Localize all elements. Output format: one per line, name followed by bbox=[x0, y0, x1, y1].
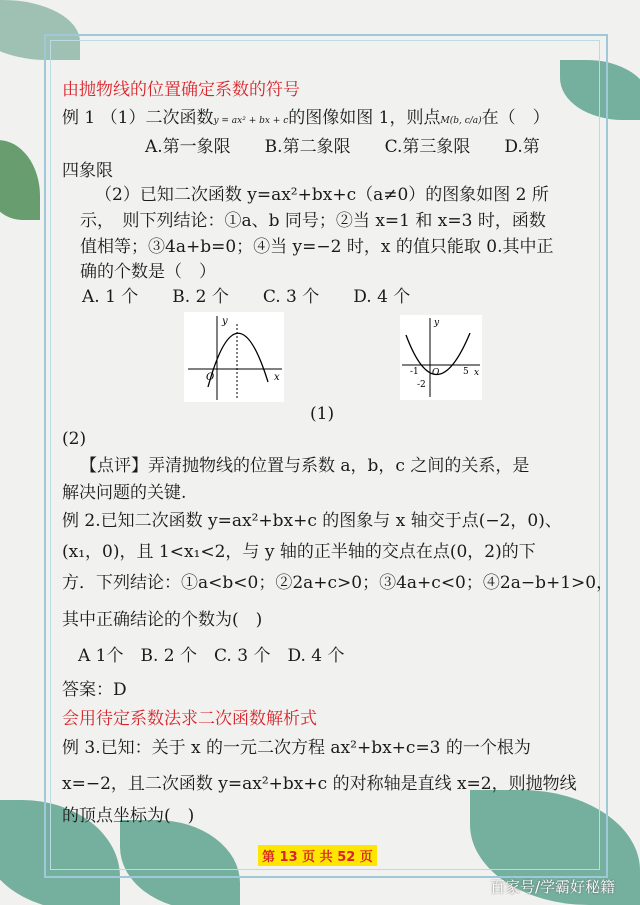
options-cont: 四象限 bbox=[62, 161, 113, 181]
options-line: A 1个 B. 2 个 C. 3 个 D. 4 个 bbox=[78, 646, 345, 666]
options-line: A.第一象限 B.第二象限 C.第三象限 D.第 bbox=[145, 137, 540, 157]
comment-text: 【点评】弄清抛物线的位置与系数 a，b，c 之间的关系，是 bbox=[80, 456, 530, 476]
answer: 答案：D bbox=[62, 680, 127, 700]
section-title: 由抛物线的位置确定系数的符号 bbox=[62, 80, 300, 100]
watermark: 百家号/学霸好秘籍 bbox=[490, 878, 616, 896]
y-axis-label: y bbox=[434, 318, 440, 328]
question-text: 示， 则下列结论：①a、b 同号；②当 x=1 和 x=3 时，函数 bbox=[80, 211, 546, 231]
comment-text: 解决问题的关键. bbox=[62, 483, 187, 503]
question-text: 确的个数是（ ） bbox=[80, 262, 216, 282]
text: 的图像如图 1，则点 bbox=[288, 108, 441, 128]
figure-1-graph bbox=[184, 312, 284, 402]
x-axis-label: x bbox=[274, 372, 280, 383]
text: 在（ ） bbox=[481, 108, 550, 128]
example-2-text: 方．下列结论：①a<b<0；②2a+c>0；③4a+c<0；④2a−b+1>0， bbox=[62, 573, 614, 593]
figure-label: (1) bbox=[310, 404, 335, 424]
page-number: 第 13 页 共 52 页 bbox=[258, 845, 377, 866]
origin-label: O bbox=[432, 368, 440, 378]
example-1-line bbox=[62, 107, 550, 132]
text: 例 1 （1）二次函数 bbox=[62, 108, 214, 128]
formula: M(b, c/a) bbox=[440, 116, 482, 126]
x-axis-label: x bbox=[474, 368, 480, 378]
example-2-text: (x₁，0)，且 1<x₁<2，与 y 轴的正半轴的交点在点(0，2)的下 bbox=[62, 542, 536, 562]
example-2-text: 其中正确结论的个数为( ) bbox=[62, 610, 263, 630]
origin-label: O bbox=[206, 372, 215, 383]
options-line: A. 1 个 B. 2 个 C. 3 个 D. 4 个 bbox=[82, 287, 411, 307]
question-text: 值相等；③4a+b=0；④当 y=−2 时，x 的值只能取 0.其中正 bbox=[80, 237, 554, 257]
example-3-text: x=−2，且二次函数 y=ax²+bx+c 的对称轴是直线 x=2，则抛物线 bbox=[62, 774, 577, 794]
example-3-text: 的顶点坐标为( ) bbox=[62, 806, 195, 826]
y-axis-label: y bbox=[222, 316, 228, 327]
example-3-text: 例 3.已知：关于 x 的一元二次方程 ax²+bx+c=3 的一个根为 bbox=[62, 738, 531, 758]
tick-label: 5 bbox=[463, 367, 469, 377]
example-2-text: 例 2.已知二次函数 y=ax²+bx+c 的图象与 x 轴交于点(−2，0)、 bbox=[62, 511, 562, 531]
tick-label: -2 bbox=[417, 380, 426, 390]
figure-2-graph bbox=[400, 315, 482, 400]
leaf-decoration bbox=[0, 140, 40, 220]
formula: y = ax² + bx + c bbox=[213, 116, 289, 126]
section-title: 会用待定系数法求二次函数解析式 bbox=[62, 709, 317, 729]
figure-label: (2) bbox=[62, 429, 87, 449]
question-text: （2）已知二次函数 y=ax²+bx+c（a≠0）的图象如图 2 所 bbox=[95, 185, 549, 205]
tick-label: -1 bbox=[410, 367, 419, 377]
